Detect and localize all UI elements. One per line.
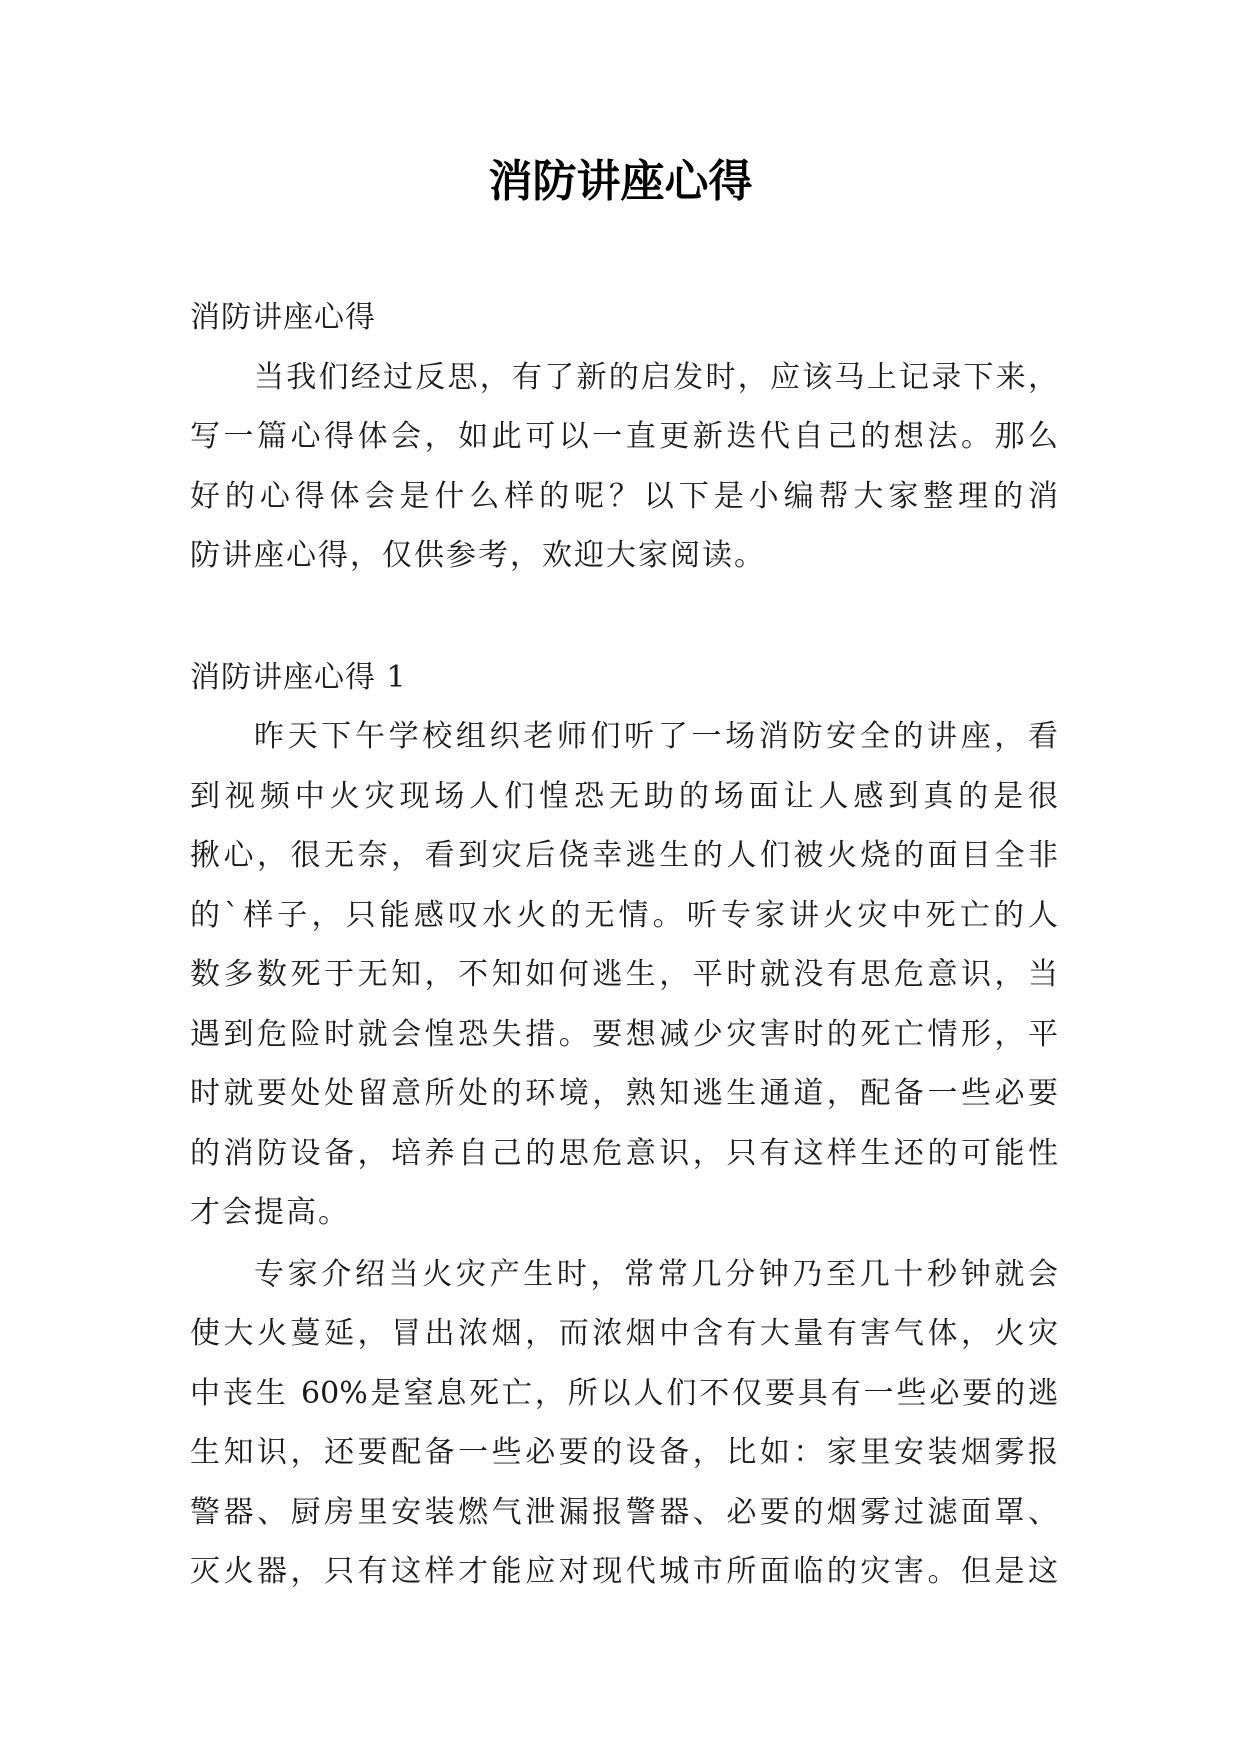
paragraph-line: 好的心得体会是什么样的呢？以下是小编帮大家整理的消 bbox=[190, 478, 1058, 514]
section-heading: 消防讲座心得 1 bbox=[190, 659, 407, 695]
section1-paragraph-1 bbox=[190, 707, 1058, 1243]
paragraph-line: 到视频中火灾现场人们惶恐无助的场面让人感到真的是很 bbox=[190, 778, 1058, 814]
paragraph-line: 遇到危险时就会惶恐失措。要想减少灾害时的死亡情形，平 bbox=[190, 1016, 1058, 1052]
paragraph-line: 数多数死于无知，不知如何逃生，平时就没有思危意识，当 bbox=[190, 957, 1058, 992]
section1-paragraph-2 bbox=[190, 1245, 1058, 1602]
document-body bbox=[190, 288, 1058, 1602]
paragraph-line: 时就要处处留意所处的环境，熟知逃生通道，配备一些必要 bbox=[190, 1076, 1058, 1111]
paragraph-line: 灭火器，只有这样才能应对现代城市所面临的灾害。但是这 bbox=[190, 1554, 1058, 1589]
paragraph-line: 警器、厨房里安装燃气泄漏报警器、必要的烟雾过滤面罩、 bbox=[190, 1494, 1058, 1530]
paragraph-line: 防讲座心得，仅供参考，欢迎大家阅读。 bbox=[190, 538, 766, 573]
document-title: 消防讲座心得 bbox=[488, 156, 753, 207]
paragraph-line: 揪心，很无奈，看到灾后侥幸逃生的人们被火烧的面目全非 bbox=[190, 838, 1058, 873]
paragraph-line: 才会提高。 bbox=[190, 1195, 350, 1230]
paragraph-line: 生知识，还要配备一些必要的设备，比如：家里安装烟雾报 bbox=[190, 1435, 1058, 1470]
paragraph-line: 当我们经过反思，有了新的启发时，应该马上记录下来， bbox=[254, 359, 1058, 395]
paragraph-line: 中丧生 60%是窒息死亡，所以人们不仅要具有一些必要的逃 bbox=[190, 1375, 1058, 1411]
paragraph-line: 的`样子，只能感叹水火的无情。听专家讲火灾中死亡的人 bbox=[190, 897, 1058, 933]
paragraph-line: 昨天下午学校组织老师们听了一场消防安全的讲座，看 bbox=[254, 719, 1058, 754]
intro-paragraph bbox=[190, 348, 1058, 586]
paragraph-line: 专家介绍当火灾产生时，常常几分钟乃至几十秒钟就会 bbox=[254, 1256, 1058, 1292]
paragraph-line: 写一篇心得体会，如此可以一直更新迭代自己的想法。那么 bbox=[190, 419, 1058, 454]
intro-heading: 消防讲座心得 bbox=[190, 300, 376, 335]
paragraph-line: 的消防设备，培养自己的思危意识，只有这样生还的可能性 bbox=[190, 1135, 1058, 1171]
paragraph-line: 使大火蔓延，冒出浓烟，而浓烟中含有大量有害气体，火灾 bbox=[190, 1316, 1058, 1351]
